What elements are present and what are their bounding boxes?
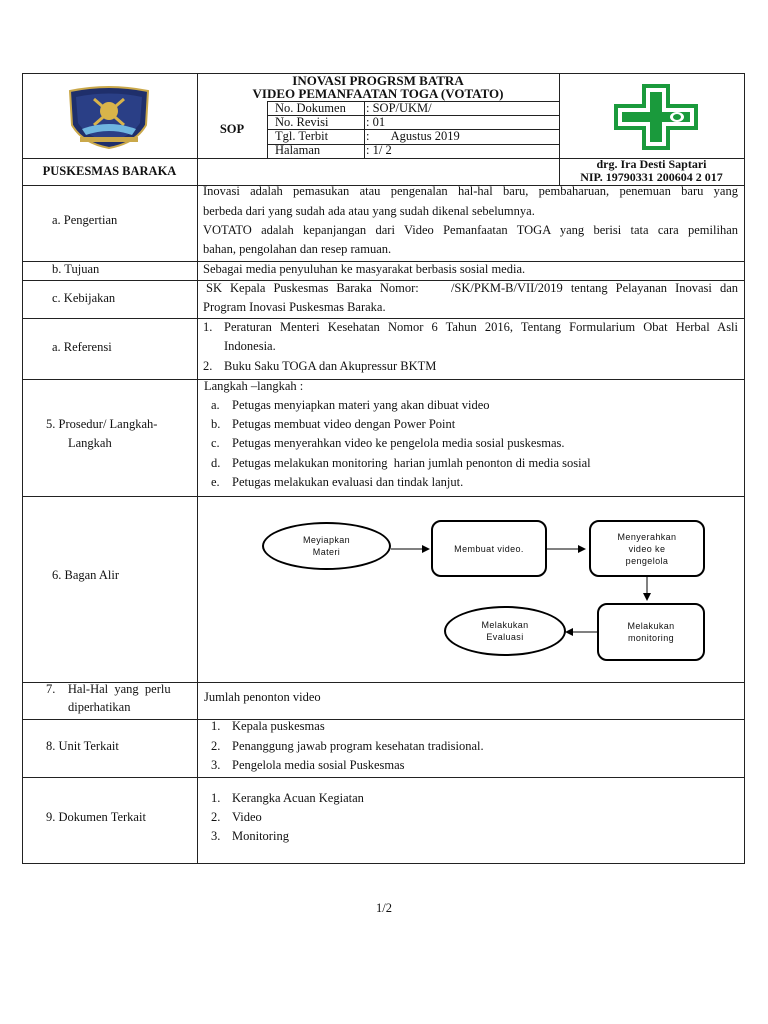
- doc-title-line2: VIDEO PEMANFAATAN TOGA (VOTATO): [252, 86, 504, 101]
- unit-num: 2.: [211, 739, 221, 753]
- signer-name: drg. Ira Desti Saptari: [596, 157, 707, 171]
- doc-field-label: No. Revisi: [275, 115, 329, 129]
- referensi-item: Buku Saku TOGA dan Akupressur BKTM: [224, 359, 437, 373]
- unit-item: Kepala puskesmas: [232, 719, 325, 733]
- tujuan-text: Sebagai media penyuluhan ke masyarakat berbasis sosial media.: [203, 262, 526, 276]
- section-label-dokumen-terkait: 9. Dokumen Terkait: [46, 810, 146, 824]
- left-logo: [66, 85, 152, 149]
- dokumen-item: Kerangka Acuan Kegiatan: [232, 791, 364, 805]
- sop-label: SOP: [219, 122, 245, 136]
- section-label-pengertian: a. Pengertian: [52, 213, 118, 227]
- dokumen-num: 2.: [211, 810, 221, 824]
- flow-node-monitoring: Melakukan monitoring: [597, 603, 705, 661]
- dokumen-num: 3.: [211, 829, 221, 843]
- pengertian-line: VOTATO adalah kepanjangan dari Video Pemanfaatan TOGA yang berisi tata cara pemilihan: [203, 223, 738, 237]
- step-text: Petugas membuat video dengan Power Point: [232, 417, 456, 431]
- section-label-bagan-alir: 6. Bagan Alir: [52, 568, 120, 582]
- prosedur-intro: Langkah –langkah :: [204, 379, 304, 393]
- section-label-unit-terkait: 8. Unit Terkait: [46, 739, 119, 753]
- unit-item: Penanggung jawab program kesehatan tradisional.: [232, 739, 484, 753]
- hal-hal-text: Jumlah penonton video: [204, 690, 321, 704]
- section-label-kebijakan: c. Kebijakan: [52, 291, 116, 305]
- police-emblem-icon: [66, 85, 152, 149]
- step-letter: d.: [211, 456, 221, 470]
- referensi-item: Peraturan Menteri Kesehatan Nomor 6 Tahun 2016, Tentang Formularium Obat Herbal Asli: [224, 320, 738, 334]
- section-label-referensi: a. Referensi: [52, 340, 112, 354]
- referensi-item-cont: Indonesia.: [224, 339, 276, 353]
- doc-field-label: Tgl. Terbit: [275, 129, 329, 143]
- section-label-hal-hal-cont: diperhatikan: [68, 700, 131, 714]
- dokumen-num: 1.: [211, 791, 221, 805]
- referensi-num: 2.: [203, 359, 213, 373]
- step-text: Petugas melakukan evaluasi dan tindak lanjut.: [232, 475, 464, 489]
- doc-field-value: : 01: [366, 115, 386, 129]
- step-text: Petugas melakukan monitoring harian jumlah penonton di media sosial: [232, 456, 591, 470]
- step-text: Petugas menyiapkan materi yang akan dibuat video: [232, 398, 490, 412]
- step-letter: b.: [211, 417, 221, 431]
- doc-field-label: No. Dokumen: [275, 101, 346, 115]
- unit-num: 3.: [211, 758, 221, 772]
- right-logo: [612, 82, 700, 152]
- pengertian-line: Inovasi adalah pemasukan atau pengenalan hal-hal baru, pembaharuan, penemuan baru yang: [203, 184, 738, 198]
- step-letter: a.: [211, 398, 220, 412]
- section-label-prosedur: 5. Prosedur/ Langkah-: [46, 417, 158, 431]
- step-letter: e.: [211, 475, 220, 489]
- step-letter: c.: [211, 436, 220, 450]
- pengertian-line: berbeda dari yang sudah ada atau yang sudah dikenal sebelumnya.: [203, 204, 535, 218]
- unit-num: 1.: [211, 719, 221, 733]
- pengertian-line: bahan, pengolahan dan resep ramuan.: [203, 242, 392, 256]
- signer-nip: NIP. 19790331 200604 2 017: [580, 170, 723, 184]
- org-name: PUSKESMAS BARAKA: [42, 164, 177, 178]
- page-number: 1/2: [376, 901, 392, 915]
- section-label-hal-hal: 7. Hal-Hal yang perlu: [46, 682, 171, 696]
- step-text: Petugas menyerahkan video ke pengelola media sosial puskesmas.: [232, 436, 565, 450]
- flow-node-menyerahkan: Menyerahkan video ke pengelola: [589, 520, 705, 577]
- doc-field-value: : 1/ 2: [366, 143, 392, 157]
- flow-node-menyiapkan: Meyiapkan Materi: [262, 522, 391, 570]
- dokumen-item: Monitoring: [232, 829, 289, 843]
- doc-field-value: : SOP/UKM/: [366, 101, 432, 115]
- doc-title-line1: INOVASI PROGRSM BATRA: [292, 73, 464, 88]
- section-label-tujuan: b. Tujuan: [52, 262, 100, 276]
- unit-item: Pengelola media sosial Puskesmas: [232, 758, 405, 772]
- puskesmas-cross-icon: [612, 82, 700, 152]
- doc-field-value: : Agustus 2019: [366, 129, 460, 143]
- flow-node-membuat-video: Membuat video.: [431, 520, 547, 577]
- kebijakan-line: Program Inovasi Puskesmas Baraka.: [203, 300, 386, 314]
- doc-field-label: Halaman: [275, 143, 321, 157]
- referensi-num: 1.: [203, 320, 213, 334]
- dokumen-item: Video: [232, 810, 262, 824]
- flow-node-evaluasi: Melakukan Evaluasi: [444, 606, 566, 656]
- section-label-prosedur-cont: Langkah: [68, 436, 112, 450]
- kebijakan-line: SK Kepala Puskesmas Baraka Nomor: /SK/PKM-B/VII/2019 tentang Pelayanan Inovasi dan: [206, 281, 738, 295]
